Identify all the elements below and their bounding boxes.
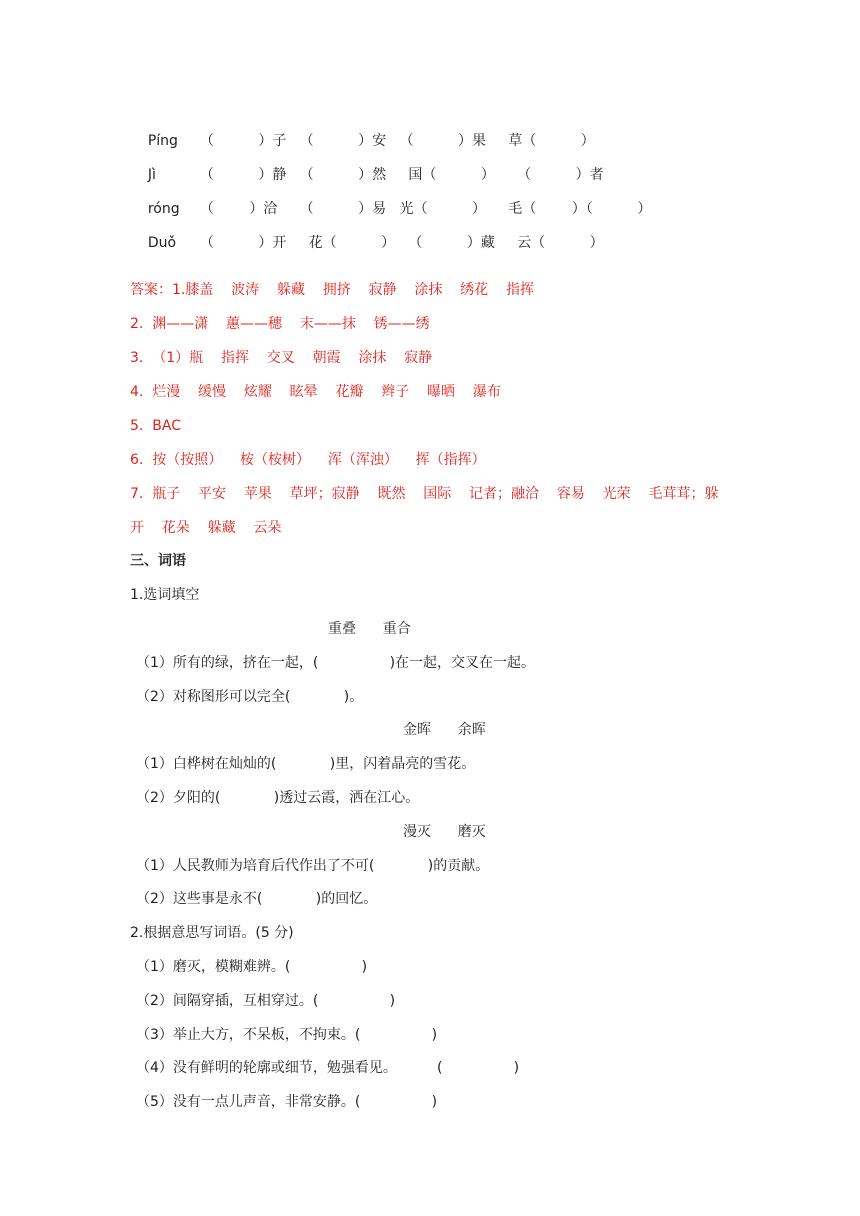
pinyin-row: [130, 213, 604, 273]
fill-item: （1）所有的绿，挤在一起，( )在一起，交叉在一起。: [136, 655, 536, 671]
fill-item: （1）人民教师为培育后代作出了不可( )的贡献。: [136, 858, 490, 874]
fill-item: （4）没有鲜明的轮廓或细节，勉强看见。 ( ): [136, 1060, 520, 1076]
fill-item: （1）白桦树在灿灿的( )里，闪着晶亮的雪花。: [136, 756, 476, 772]
question-title: 2.根据意思写词语。(5 分): [130, 925, 294, 941]
pinyin-blanks: （ ）子 （ ）安 （ ）果 草（ ）: [199, 133, 595, 149]
word-choices: 金晖 余晖: [403, 722, 486, 738]
answer-line: 6. 按（按照） 桉（桉树） 浑（浑浊） 挥（指挥）: [130, 452, 486, 468]
answer-line: 开 花朵 躲藏 云朵: [130, 520, 282, 536]
word-choices: 漫灭 磨灭: [403, 824, 486, 840]
fill-item: （3）举止大方，不呆板，不拘束。( ): [136, 1027, 438, 1043]
fill-item: （2）这些事是永不( )的回忆。: [136, 891, 378, 907]
answer-line: 7. 瓶子 平安 苹果 草坪；寂静 既然 国际 记者；融洽 容易 光荣 毛茸茸；躲: [130, 486, 719, 502]
pinyin-label: Píng: [147, 133, 178, 149]
pinyin-label: Duǒ: [147, 235, 177, 251]
fill-item: （2）夕阳的( )透过云霞，洒在江心。: [136, 790, 420, 806]
answer-line: 2. 渊——潇 蕙——穗 末——抹 锈——绣: [130, 316, 430, 332]
fill-item: （2）间隔穿插，互相穿过。( ): [136, 993, 396, 1009]
answer-line: 4. 烂漫 缓慢 炫耀 眩晕 花瓣 辫子 曝晒 瀑布: [130, 384, 501, 400]
fill-item: （1）磨灭，模糊难辨。( ): [136, 959, 368, 975]
word-choices: 重叠 重合: [328, 621, 411, 637]
answer-line: 3. （1）瓶 指挥 交叉 朝霞 涂抹 寂静: [130, 350, 433, 366]
pinyin-label: Jì: [147, 167, 156, 183]
pinyin-blanks: （ ）开 花（ ） （ ）藏 云（ ）: [199, 235, 604, 251]
pinyin-label: róng: [147, 201, 180, 217]
answer-line: 5. BAC: [130, 418, 181, 434]
question-title: 1.选词填空: [130, 587, 200, 603]
section-heading: 三、词语: [130, 553, 186, 569]
pinyin-blanks: （ ）静 （ ）然 国（ ） （ ）者: [199, 167, 604, 183]
answer-line: 答案：1.膝盖 波涛 躲藏 拥挤 寂静 涂抹 绣花 指挥: [130, 282, 534, 298]
fill-item: （2）对称图形可以完全( )。: [136, 689, 364, 705]
pinyin-blanks: （ ）洽 （ ）易 光（ ） 毛（ ）（ ）: [199, 201, 652, 217]
fill-item: （5）没有一点儿声音，非常安静。( ): [136, 1094, 438, 1110]
